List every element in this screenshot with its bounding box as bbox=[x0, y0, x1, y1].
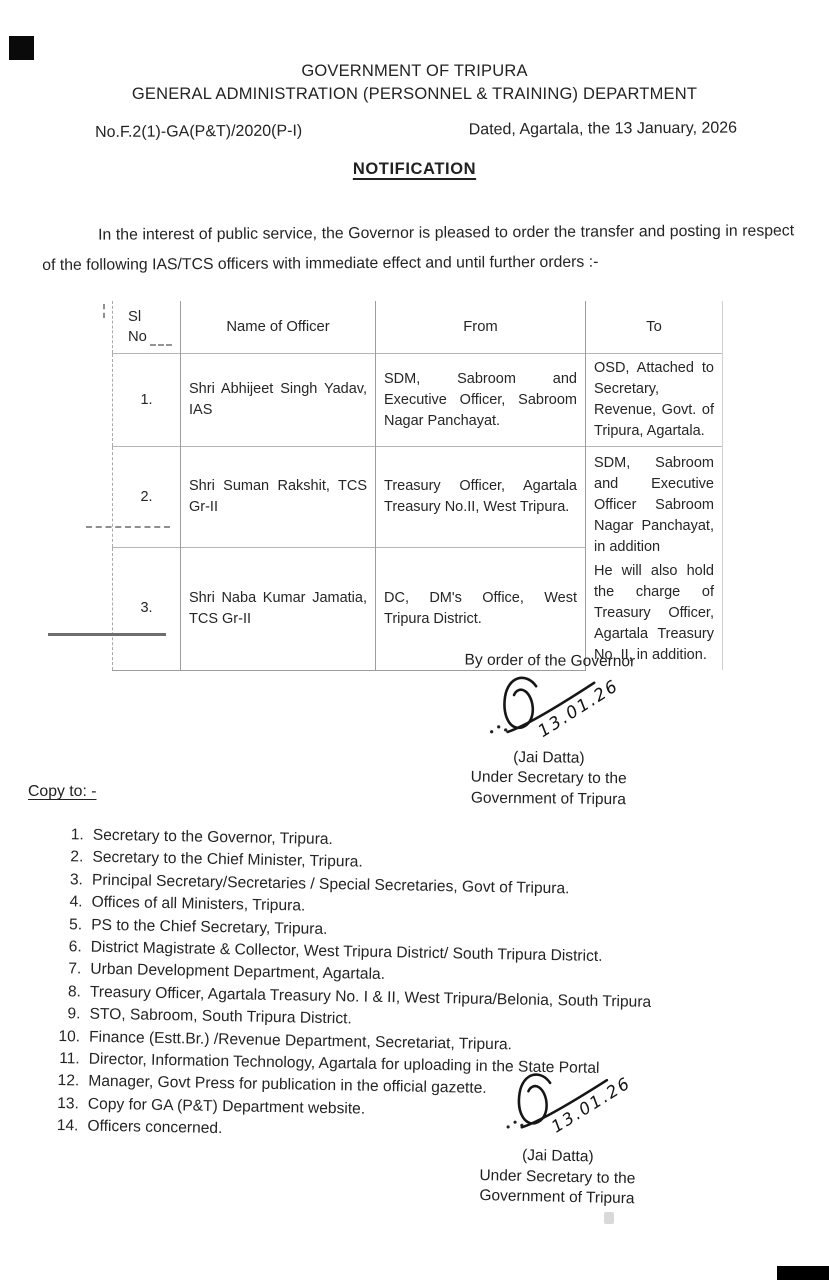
item-number: 2. bbox=[70, 848, 84, 866]
scan-mark-top-left bbox=[9, 36, 34, 60]
item-number: 3. bbox=[69, 871, 84, 889]
by-order-text: By order of the Governor bbox=[464, 651, 636, 671]
item-text: Officers concerned. bbox=[87, 1117, 223, 1138]
cell-from-1: SDM, Sabroom and Executive Officer, Sabroom Nagar Panchayat. bbox=[376, 354, 586, 447]
header-line-2: GENERAL ADMINISTRATION (PERSONNEL & TRAINING) DEPARTMENT bbox=[131, 85, 698, 103]
item-text: STO, Sabroom, South Tripura District. bbox=[89, 1005, 352, 1028]
cell-name-3: Shri Naba Kumar Jamatia, TCS Gr-II bbox=[181, 548, 376, 670]
cell-to-3: He will also hold the charge of Treasury Officer, Agartala Treasury No. II, in addition. bbox=[594, 563, 714, 663]
item-text: Principal Secretary/Secretaries / Special Secretaries, Govt of Tripura. bbox=[91, 871, 570, 898]
item-number: 12. bbox=[57, 1072, 80, 1090]
cell-sl-2: 2. bbox=[113, 447, 181, 548]
signatory-designation-2: Government of Tripura bbox=[479, 1187, 635, 1208]
item-text: Copy for GA (P&T) Department website. bbox=[87, 1095, 366, 1118]
ref-number: No.F.2(1)-GA(P&T)/2020(P-I) bbox=[95, 122, 303, 141]
signatory-designation-1: Under Secretary to the bbox=[479, 1166, 636, 1187]
item-number: 6. bbox=[68, 938, 82, 956]
signature-scribble bbox=[436, 671, 662, 749]
cell-from-3: DC, DM's Office, West Tripura District. bbox=[376, 548, 586, 670]
item-text: Secretary to the Governor, Tripura. bbox=[92, 826, 334, 849]
signature-scribble bbox=[451, 1052, 668, 1148]
table-header-to: To bbox=[586, 301, 723, 354]
item-number: 8. bbox=[67, 983, 82, 1001]
cell-from-2: Treasury Officer, Agartala Treasury No.II, West Tripura. bbox=[376, 447, 586, 548]
item-number: 7. bbox=[68, 960, 82, 978]
header-line-1: GOVERNMENT OF TRIPURA bbox=[301, 62, 528, 80]
notification-title: NOTIFICATION bbox=[352, 160, 477, 178]
table-header-row bbox=[113, 301, 723, 354]
cell-name-2: Shri Suman Rakshit, TCS Gr-II bbox=[181, 447, 376, 548]
transfer-table bbox=[112, 301, 723, 671]
ref-date: Dated, Agartala, the 13 January, 2026 bbox=[468, 119, 738, 139]
item-number: 5. bbox=[68, 915, 83, 934]
item-text: Director, Information Technology, Agartala for uploading in the State Portal bbox=[88, 1050, 600, 1078]
item-text: PS to the Chief Secretary, Tripura. bbox=[91, 916, 328, 938]
signatory-designation-1: Under Secretary to the bbox=[470, 768, 627, 788]
scan-dash-artifact bbox=[48, 633, 166, 636]
scan-dash-artifact bbox=[103, 304, 105, 318]
scan-dash-artifact bbox=[86, 526, 170, 528]
item-text: Urban Development Department, Agartala. bbox=[90, 961, 386, 984]
item-text: Offices of all Ministers, Tripura. bbox=[91, 893, 306, 915]
scan-smudge bbox=[604, 1212, 614, 1224]
table-row bbox=[113, 354, 723, 447]
reference-line bbox=[95, 120, 737, 142]
table-header-name: Name of Officer bbox=[181, 301, 376, 354]
item-number: 9. bbox=[67, 1005, 81, 1023]
body-paragraph: In the interest of public service, the Governor is pleased to order the transfer and posting in respect of the following IAS/TCS officers with immediate effect and until further orders :- bbox=[42, 222, 795, 274]
signatory-name: (Jai Datta) bbox=[521, 1146, 594, 1166]
item-number: 11. bbox=[59, 1050, 80, 1068]
table-header-from: From bbox=[376, 301, 586, 354]
cell-sl-3: 3. bbox=[113, 548, 181, 670]
item-text: Manager, Govt Press for publication in the official gazette. bbox=[88, 1073, 487, 1098]
signatory-designation-2: Government of Tripura bbox=[470, 789, 627, 808]
cell-to-2: SDM, Sabroom and Executive Officer Sabroom Nagar Panchayat, in addition bbox=[594, 455, 714, 555]
item-number: 1. bbox=[70, 826, 84, 844]
signature-block-bottom bbox=[429, 1052, 688, 1211]
signature-date: 13.01.26 bbox=[547, 1073, 634, 1137]
signature-date: 13.01.26 bbox=[534, 675, 623, 742]
item-text: Finance (Estt.Br.) /Revenue Department, Secretariat, Tripura. bbox=[88, 1028, 513, 1054]
cell-to-1: OSD, Attached to Secretary, Revenue, Govt. of Tripura, Agartala. bbox=[586, 354, 723, 447]
item-number: 10. bbox=[58, 1027, 81, 1046]
signatory-name: (Jai Datta) bbox=[513, 748, 585, 767]
copy-to-label: Copy to: - bbox=[28, 783, 97, 800]
table-row bbox=[113, 447, 723, 548]
cell-sl-1: 1. bbox=[113, 354, 181, 447]
item-number: 13. bbox=[57, 1094, 80, 1113]
scan-mark-bottom-right bbox=[777, 1266, 829, 1280]
table-header-sl: Sl No bbox=[113, 301, 181, 354]
signature-block-top bbox=[416, 650, 682, 811]
cell-to-2-3 bbox=[586, 447, 723, 671]
item-number: 4. bbox=[69, 893, 83, 911]
item-text: Secretary to the Chief Minister, Tripura. bbox=[92, 849, 363, 871]
item-number: 14. bbox=[56, 1117, 79, 1135]
item-text: Treasury Officer, Agartala Treasury No. I & II, West Tripura/Belonia, South Tripura bbox=[89, 983, 652, 1011]
scan-dash-artifact bbox=[150, 344, 172, 346]
cell-name-1: Shri Abhijeet Singh Yadav, IAS bbox=[181, 354, 376, 447]
item-text: District Magistrate & Collector, West Tripura District/ South Tripura District. bbox=[90, 938, 603, 966]
